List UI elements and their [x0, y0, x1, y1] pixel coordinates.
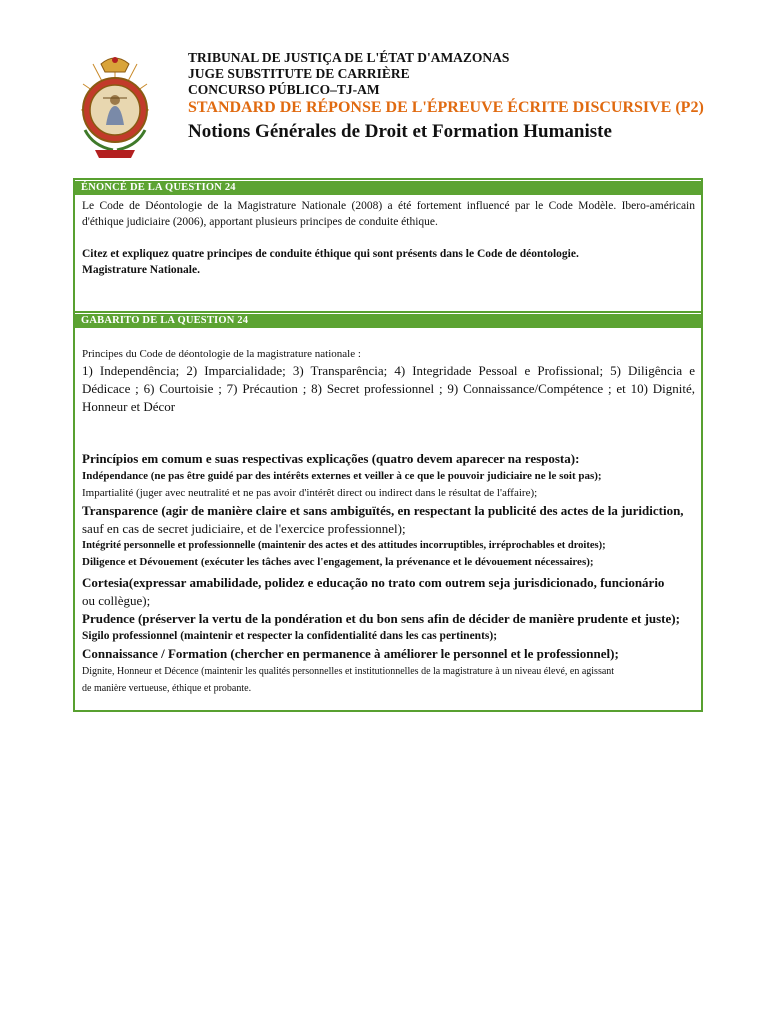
answer-item-transparence-continued: sauf en cas de secret judiciaire, et de l'exercice professionnel);	[82, 521, 406, 536]
answer-item-transparence: Transparence (agir de manière claire et sans ambiguïtés, en respectant la publicité des actes de la juridiction,	[82, 503, 684, 518]
answer-key-subtitle: Princípios em comum e suas respectivas explicações (quatro devem aparecer na resposta):	[82, 451, 580, 466]
answer-item-diligence: Diligence et Dévouement (exécuter les tâches avec l'engagement, la prévenance et le dévouement nécessaires);	[82, 556, 594, 568]
answer-item-dignite: Dignite, Honneur et Décence (maintenir les qualités personnelles et institutionnelles de la magistrature à un niveau élevé, en agissant	[82, 666, 615, 677]
answer-item-independance: Indépendance (ne pas être guidé par des intérêts externes et veiller à ce que le pouvoir judiciaire ne le soit pas);	[82, 470, 602, 482]
header-institution: TRIBUNAL DE JUSTIÇA DE L'ÉTAT D'AMAZONAS	[188, 50, 510, 65]
answer-item-cortesia: Cortesia(expressar amabilidade, polidez e educação no trato com outrem seja jurisdicionado, funcionário	[82, 575, 665, 590]
question-box	[73, 178, 703, 313]
question-heading: ÉNONCÉ DE LA QUESTION 24	[75, 181, 701, 195]
question-instruction-continued: Magistrature Nationale.	[82, 264, 200, 276]
court-seal-icon	[79, 50, 151, 162]
answer-item-integrite: Intégrité personnelle et professionnelle (maintenir des actes et des attitudes incorruptibles, irréprochables et droites);	[82, 540, 606, 551]
answer-item-dignite-continued: de manière vertueuse, éthique et probante.	[82, 683, 252, 694]
answer-item-impartialite: Impartialité (juger avec neutralité et ne pas avoir d'intérêt direct ou indirect dans le résultat de l'affaire);	[82, 487, 538, 499]
answer-item-prudence: Prudence (préserver la vertu de la pondération et du bon sens afin de décider de manière prudente et juste);	[82, 611, 680, 626]
header-subject: Notions Générales de Droit et Formation Humaniste	[188, 121, 612, 142]
header-standard-title: STANDARD DE RÉPONSE DE L'ÉPREUVE ÉCRITE DISCURSIVE (P2)	[188, 99, 704, 116]
answer-key-principles-list: 1) Independência; 2) Imparcialidade; 3) Transparência; 4) Integridade Pessoal e Profissional; 5) Diligência e Dédicace ; 6) Courtoisie ; 7) Précaution ; 8) Secret professionnel ; 9) Connaissance/Compétence ; et 10) Dignité, Honneur et Décor	[82, 363, 695, 414]
question-instruction	[82, 246, 695, 278]
answer-key-intro: Principes du Code de déontologie de la magistrature nationale :	[82, 348, 361, 360]
header-exam: CONCURSO PÚBLICO–TJ-AM	[188, 82, 380, 97]
answer-item-cortesia-continued: ou collègue);	[82, 593, 151, 608]
answer-item-sigilo: Sigilo professionnel (maintenir et respecter la confidentialité dans les cas pertinents);	[82, 630, 498, 642]
answer-key-box	[73, 311, 703, 712]
question-paragraph: Le Code de Déontologie de la Magistrature Nationale (2008) a été fortement influencé par le Code Modèle. Ibero-américain d'éthique judiciaire (2006), apportant plusieurs principes de conduite éthique.	[82, 200, 695, 228]
header-position: JUGE SUBSTITUTE DE CARRIÈRE	[188, 66, 410, 81]
question-instruction-text: Citez et expliquez quatre principes de conduite éthique qui sont présents dans le Code de déontologie.	[82, 248, 579, 260]
answer-key-heading: GABARITO DE LA QUESTION 24	[75, 314, 701, 328]
answer-item-connaissance: Connaissance / Formation (chercher en permanence à améliorer le personnel et le professionnel);	[82, 646, 619, 661]
